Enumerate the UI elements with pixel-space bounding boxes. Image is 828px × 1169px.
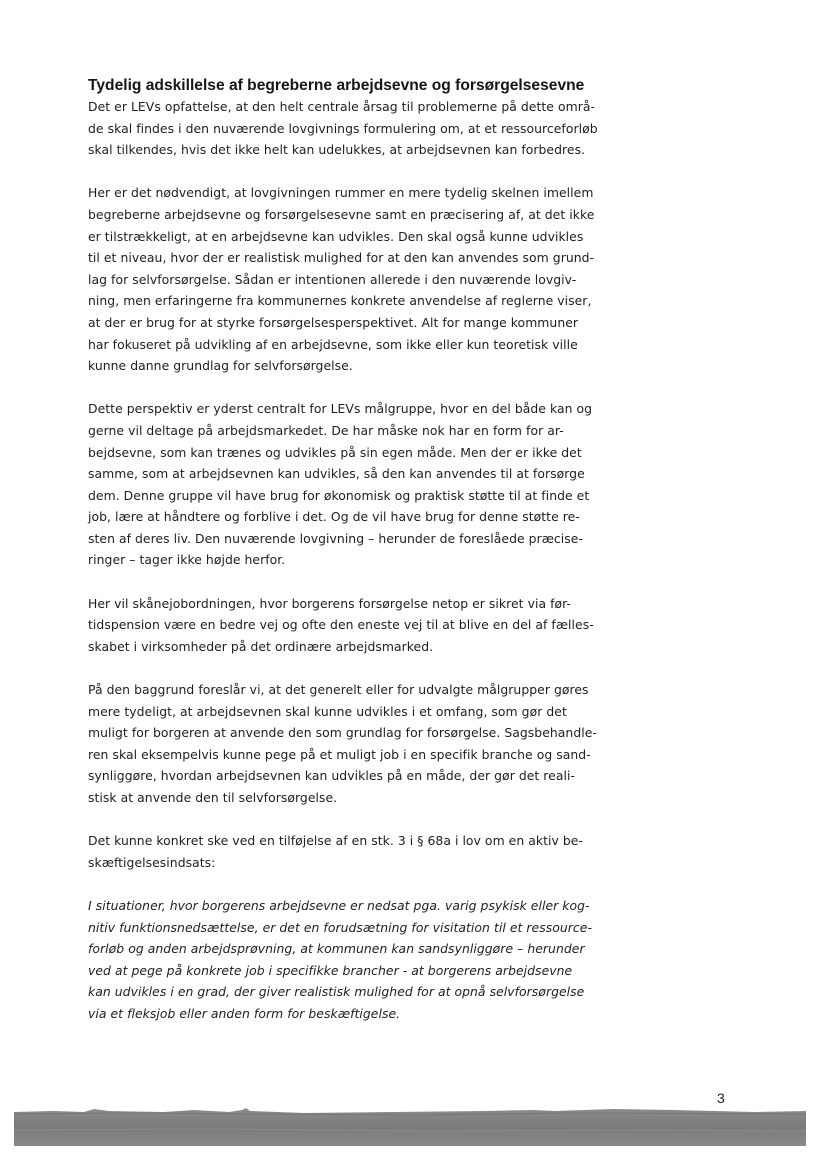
- text-line: skal tilkendes, hvis det ikke helt kan udelukkes, at arbejdsevnen kan forbedres.: [88, 142, 586, 158]
- text-line: skæftigelsesindsats:: [88, 854, 216, 870]
- text-line: bejdsevne, som kan trænes og udvikles på sin egen måde. Men der er ikke det: [88, 444, 582, 460]
- document-body: [88, 75, 648, 1046]
- text-line: til et niveau, hvor der er realistisk mulighed for at den kan anvendes som grund-: [88, 250, 595, 266]
- text-line: har fokuseret på udvikling af en arbejdsevne, som ikke eller kun teoretisk ville: [88, 336, 578, 352]
- text-line: sten af deres liv. Den nuværende lovgivning – herunder de foreslåede præcise-: [88, 530, 583, 546]
- text-line: ringer – tager ikke højde herfor.: [88, 552, 286, 568]
- paragraph-4: [88, 593, 648, 658]
- text-line: gerne vil deltage på arbejdsmarkedet. De har måske nok har en form for ar-: [88, 422, 564, 438]
- text-line: nitiv funktionsnedsættelse, er det en forudsætning for visitation til et ressource-: [88, 919, 592, 935]
- text-line: samme, som at arbejdsevnen kan udvikles, så den kan anvendes til at forsørge: [88, 466, 585, 482]
- text-line: I situationer, hvor borgerens arbejdsevne er nedsat pga. varig psykisk eller kog-: [88, 897, 590, 913]
- text-line: tidspension være en bedre vej og ofte den eneste vej til at blive en del af fælles-: [88, 617, 594, 633]
- text-line: job, lære at håndtere og forblive i det. Og de vil have brug for denne støtte re-: [88, 509, 580, 525]
- text-line: Det er LEVs opfattelse, at den helt centrale årsag til problemerne på dette områ-: [88, 99, 596, 114]
- footer-scan-band: [14, 1100, 806, 1146]
- text-line: dem. Denne gruppe vil have brug for økonomisk og praktisk støtte til at finde et: [88, 487, 590, 503]
- quoted-proposal: [88, 895, 648, 1025]
- text-line: skabet i virksomheder på det ordinære arbejdsmarked.: [88, 638, 434, 654]
- paragraph-6: [88, 830, 648, 873]
- paragraph-1: [88, 96, 648, 161]
- paragraph-2: [88, 182, 648, 376]
- text-line: muligt for borgeren at anvende den som grundlag for forsørgelse. Sagsbehandle-: [88, 725, 597, 741]
- text-line: begreberne arbejdsevne og forsørgelsesevne samt en præcisering af, at det ikke: [88, 206, 595, 222]
- text-line: forløb og anden arbejdsprøvning, at kommunen kan sandsynliggøre – herunder: [88, 941, 585, 957]
- text-line: kan udvikles i en grad, der giver realistisk mulighed for at opnå selvforsørgelse: [88, 984, 585, 1000]
- text-line: at der er brug for at styrke forsørgelsesperspektivet. Alt for mange kommuner: [88, 314, 579, 330]
- text-line: ning, men erfaringerne fra kommunernes konkrete anvendelse af reglerne viser,: [88, 293, 592, 309]
- text-line: På den baggrund foreslår vi, at det generelt eller for udvalgte målgrupper gøres: [88, 682, 589, 698]
- text-line: ren skal eksempelvis kunne pege på et muligt job i en specifik branche og sand-: [88, 746, 591, 762]
- text-line: er tilstrækkeligt, at en arbejdsevne kan udvikles. Den skal også kunne udvikles: [88, 228, 584, 244]
- text-line: kunne danne grundlag for selvforsørgelse.: [88, 358, 353, 374]
- text-line: Dette perspektiv er yderst centralt for LEVs målgruppe, hvor en del både kan og: [88, 401, 593, 417]
- text-line: stisk at anvende den til selvforsørgelse.: [88, 790, 338, 805]
- text-line: synliggøre, hvordan arbejdsevnen kan udvikles på en måde, der gør det reali-: [88, 768, 576, 784]
- text-line: lag for selvforsørgelse. Sådan er intentionen allerede i den nuværende lovgiv-: [88, 271, 577, 287]
- text-line: Her er det nødvendigt, at lovgivningen rummer en mere tydelig skelnen imellem: [88, 185, 594, 201]
- text-line: ved at pege på konkrete job i specifikke brancher - at borgerens arbejdsevne: [88, 962, 573, 978]
- text-line: mere tydeligt, at arbejdsevnen skal kunne udvikles i et omfang, som gør det: [88, 703, 567, 719]
- page-number: 3: [717, 1090, 725, 1106]
- text-line: Her vil skånejobordningen, hvor borgerens forsørgelse netop er sikret via før-: [88, 595, 571, 611]
- text-line: de skal findes i den nuværende lovgivnings formulering om, at et ressourceforløb: [88, 120, 598, 136]
- text-line: via et fleksjob eller anden form for beskæftigelse.: [88, 1005, 401, 1021]
- text-line: Det kunne konkret ske ved en tilføjelse af en stk. 3 i § 68a i lov om en aktiv be-: [88, 833, 583, 849]
- paragraph-3: [88, 398, 648, 571]
- section-heading: Tydelig adskillelse af begreberne arbejdsevne og forsørgelsesevne: [88, 77, 585, 94]
- paragraph-5: [88, 679, 648, 809]
